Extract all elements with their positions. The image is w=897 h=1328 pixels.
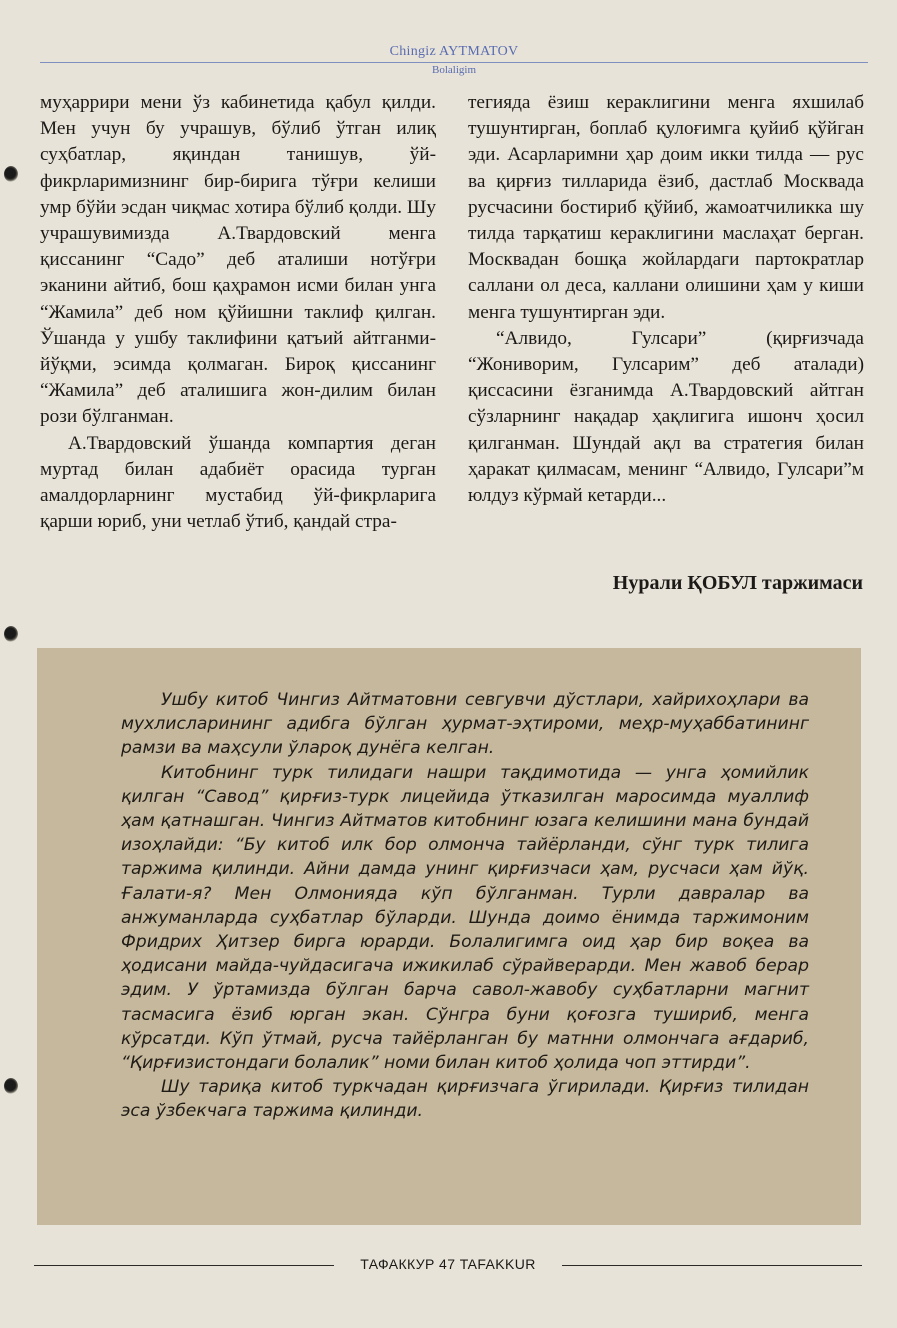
page-footer (34, 1254, 862, 1278)
left-paragraph-2: А.Твардовский ўшанда компартия деган муртад билан адабиёт орасида турган амалдорларнинг мустабид ўй-фикрларига қарши юриб, уни четлаб ўтиб, қандай стра- (40, 432, 436, 533)
footer-rule-right (562, 1265, 862, 1266)
note-paragraph-3: Шу тариқа китоб туркчадан қирғизчага ўгирилади. Қирғиз тилидан эса ўзбекчага таржима қилинди. (121, 1077, 809, 1122)
right-paragraph-1: тегияда ёзиш кераклигини менга яхшилаб тушунтирган, боплаб қулоғимга қуйиб қўйган эди. Асарларимни ҳар доим икки тилда — рус ва қирғиз тилларида ёзиб, дастлаб Москвада русчасини бостириб қўйиб, жамоатчиликка шу тилда тарқатиш кераклигини маслаҳат берган. Москвадан бошқа жойлардаги партократлар саллани ол деса, каллани олишини ҳам у киши менга тушунтирган эди. (468, 92, 864, 323)
right-column (468, 90, 864, 509)
left-column (40, 90, 436, 535)
header-book-title: Bolaligim (432, 64, 476, 76)
translator-signature: Нурали ҚОБУЛ таржимаси (612, 572, 863, 594)
header-rule (40, 62, 868, 63)
note-paragraph-2: Китобнинг турк тилидаги нашри тақдимотида — унга ҳомийлик қилган “Савод” қирғиз-турк лицейида ўтказилган маросимда муаллиф ҳам қатнашган. Чингиз Айтматов китобнинг юзага келишини мана бундай изоҳлайди: “Бу китоб илк бор олмонча тайёрланди, сўнг турк тилига таржима қилинди. Айни дамда унинг қирғизчаси ҳам, русчаси ҳам йўқ. Ғалати-я? Мен Олмонияда кўп бўлганман. Турли давралар ва анжуманларда суҳбатлар бўларди. Шунда доимо ёнимда таржимоним Фридрих Ҳитзер бирга юрарди. Болалигимга оид ҳар бир воқеа ва ҳодисани майда-чуйдасигача ижикилаб сўрайверарди. Мен жавоб берар эдим. У ўртамизда бўлган барча савол-жавобу суҳбатларни магнит тасмасига ёзиб юрган экан. Сўнгра буни қоғозга тушириб, менга кўрсатди. Кўп ўтмай, русча тайёрланган бу матнни олмончага ағдариб, “Қирғизистондаги болалик” номи билан китоб ҳолида чоп эттирди”. (121, 762, 809, 1074)
left-paragraph-1: муҳаррири мени ўз кабинетида қабул қилди. Мен учун бу учрашув, бўлиб ўтган илиқ суҳбатлар, яқиндан танишув, ўй-фикрларимизнинг бир-бирига тўғри келиши умр бўйи эсдан чиқмас хотира бўлиб қолди. Шу учрашувимизда А.Твардовский менга қиссанинг “Садо” деб аталиши нотўғри эканини айтиб, бош қаҳрамон исми билан унга “Жамила” деб ном қўйишни таклиф қилган. Ўшанда у ушбу таклифини қатъий айтганми-йўқми, эсимда қолмаган. Бироқ қиссанинг “Жамила” деб аталишига жон-дилим билан рози бўлганман. (40, 92, 436, 428)
punch-hole-middle (4, 626, 18, 642)
sidebar-note-box (37, 648, 861, 1225)
header-author: Chingiz AYTMATOV (389, 44, 519, 59)
note-paragraph-1: Ушбу китоб Чингиз Айтматовни севгувчи дўстлари, хайрихоҳлари ва мухлисларининг адибга бўлган ҳурмат-эҳтироми, меҳр-муҳаббатининг рамзи ва маҳсули ўлароқ дунёга келган. (121, 690, 809, 759)
footer-page-label: ТАФАККУР 47 TAFAKKUR (360, 1256, 536, 1272)
punch-hole-top (4, 166, 18, 182)
punch-hole-bottom (4, 1078, 18, 1094)
running-header (40, 42, 868, 82)
sidebar-note-text (121, 688, 809, 1124)
right-paragraph-2: “Алвидо, Гулсари” (қирғизчада “Жониворим, Гулсарим” деб аталади) қиссасини ёзганимда А.Твардовский айтган сўзларнинг нақадар ҳақлигига ишонч ҳосил қилганман. Шундай ақл ва стратегия билан ҳаракат қилмасам, менинг “Алвидо, Гулсари”м юлдуз кўрмай кетарди... (468, 327, 864, 507)
